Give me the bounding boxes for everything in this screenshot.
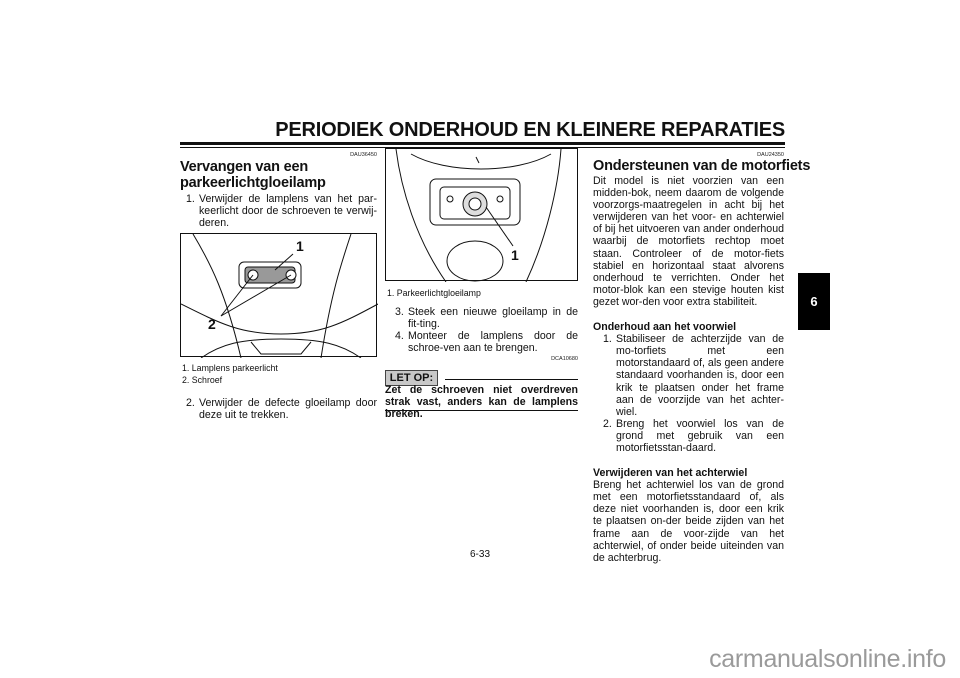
step-1: 1. Verwijder de lamplens van het par-keerlicht door de schroeven te verwij-deren. [186, 193, 377, 230]
chapter-tab: 6 [798, 273, 830, 330]
caution-rule [385, 410, 578, 411]
right-column [593, 158, 811, 564]
step-3: 3. Steek een nieuwe gloeilamp in de fit-ting. [395, 306, 578, 331]
page-header-title: PERIODIEK ONDERHOUD EN KLEINERE REPARATIES [275, 119, 785, 141]
subtitle-front-wheel: Onderhoud aan het voorwiel [593, 321, 737, 334]
subtitle-rear-wheel: Verwijderen van het achterwiel [593, 467, 748, 480]
figure-parking-light-lens [180, 233, 377, 357]
section-code-left: DAU36450 [350, 152, 377, 158]
caption-screw: 2. Schroef [182, 375, 223, 385]
front-step-2: 2. Breng het voorwiel los van de grond met gebruik van een motorfietsstan-daard. [603, 417, 784, 454]
left-column-top [180, 159, 377, 229]
left-column-bottom [180, 397, 377, 421]
step-4: 4. Monteer de lamplens door de schroe-ven aan te brengen. [395, 330, 578, 355]
section-code-right: DAU24350 [757, 152, 784, 158]
middle-column-steps [385, 306, 578, 354]
figure-illustration [181, 234, 378, 358]
rear-wheel-text: Breng het achterwiel los van de grond met een motorfietsstandaard of, als deze niet voorhanden is, door een krik te plaatsen on-der beide zijden van het frame aan de voor-zijde van het achterwiel, of onder beide uiteinden van de achterbrug. [593, 479, 784, 564]
step-2: 2. Verwijder de defecte gloeilamp door deze uit te trekken. [186, 397, 377, 422]
watermark: carmanualsonline.info [709, 645, 946, 673]
figure-label-1: 1 [511, 247, 519, 263]
figure-label-2: 2 [208, 316, 216, 332]
caption-bulb: 1. Parkeerlichtgloeilamp [387, 288, 481, 298]
section-title-support: Ondersteunen van de motorfiets [593, 158, 811, 174]
caution-code: DCA10680 [551, 356, 578, 362]
caution-text: Zet de schroeven niet overdreven strak vast, anders kan de lamplens breken. [385, 384, 578, 421]
figure-label-1: 1 [296, 238, 304, 254]
section-title-parking-light: Vervangen van een parkeerlichtgloeilamp [180, 159, 326, 191]
figure-parking-light-bulb [385, 148, 578, 281]
front-step-1: 1. Stabiliseer de achterzijde van de mo-torfiets met een motorstandaard of, als geen andere standaard voorhanden is, door een krik te plaatsen onder het frame aan de voorzijde van het achter-wiel. [603, 333, 784, 418]
figure-illustration [386, 149, 579, 282]
support-intro: Dit model is niet voorzien van een midden-bok, neem daarom de volgende voorzorgs-maatregelen in acht bij het verwijderen van het voor- en achterwiel of bij het uitvoeren van ander onderhoud waarbij de motorfiets rechtop moet staan. Controleer of de motor-fiets stabiel en horizontaal staat alvorens onderhoud te verrichten. Onder het motor-blok kan een stevige houten kist gezet wor-den voor extra stabiliteit. [593, 175, 784, 308]
page-number: 6-33 [469, 549, 490, 560]
caution-badge: LET OP: [385, 370, 438, 386]
caption-lens: 1. Lamplens parkeerlicht [182, 363, 278, 373]
